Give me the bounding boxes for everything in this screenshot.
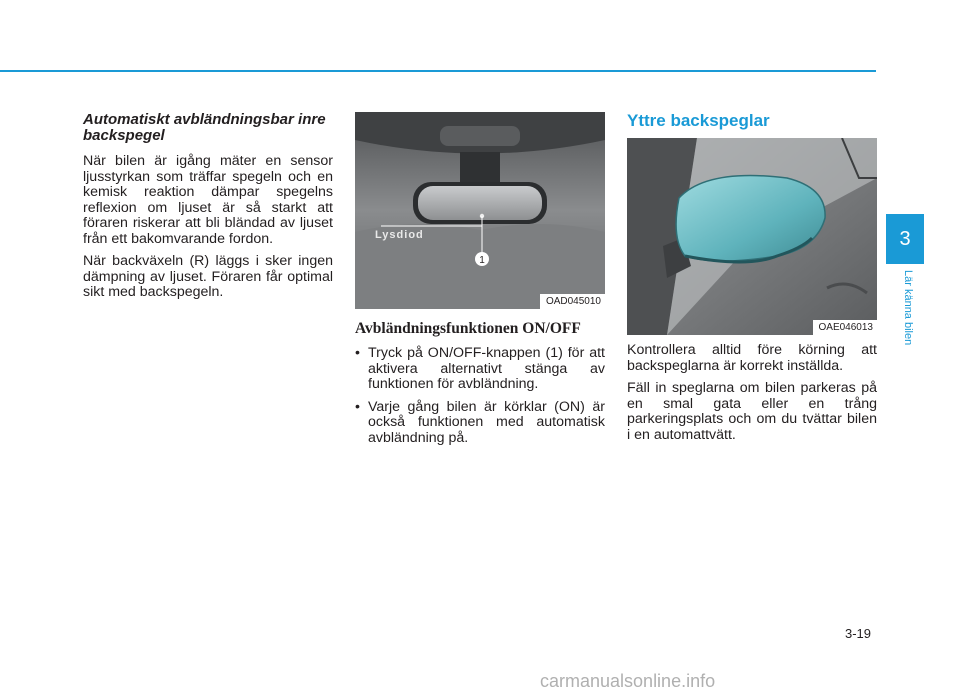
subheading: Automatiskt avbländningsbar inre backspegel xyxy=(83,111,326,144)
rearview-mirror-illustration xyxy=(355,112,605,309)
bullet-icon: • xyxy=(355,398,360,415)
section-title: Yttre backspeglar xyxy=(627,111,770,130)
column-2 xyxy=(355,112,605,453)
callout-number: 1 xyxy=(479,255,485,266)
rearview-mirror-figure xyxy=(355,112,605,309)
chapter-label: Lär känna bilen xyxy=(902,270,914,346)
side-mirror-illustration xyxy=(627,138,877,335)
watermark: carmanualsonline.info xyxy=(540,671,716,691)
paragraph: Fäll in speglarna om bilen parkeras på en smal gata eller en trång parkeringsplats och om du tvättar bilen i en automattvätt. xyxy=(627,380,877,443)
led-label: Lysdiod xyxy=(375,229,424,241)
column-1 xyxy=(83,112,333,308)
figure-code: OAD045010 xyxy=(540,294,605,309)
paragraph: När backväxeln (R) läggs i sker ingen dämpning av ljuset. Föraren får optimal sikt med backspegeln. xyxy=(83,253,333,300)
header-rule xyxy=(0,70,876,72)
paragraph: Kontrollera alltid före körning att backspeglarna är korrekt inställda. xyxy=(627,342,877,374)
bullet-icon: • xyxy=(355,345,360,361)
list-item-text: Varje gång bilen är körklar (ON) är också funktionen med automatisk avbländning på. xyxy=(368,398,605,446)
side-mirror-figure xyxy=(627,138,877,335)
list-item xyxy=(355,400,605,447)
list-item xyxy=(355,346,605,393)
bullet-list xyxy=(355,346,605,446)
list-item-text: Tryck på ON/OFF-knappen (1) för att aktivera alternativt stänga av funktionen för avbländning. xyxy=(368,345,605,392)
column-3 xyxy=(627,112,877,450)
paragraph: När bilen är igång mäter en sensor ljusstyrkan som träffar spegeln och en kemisk reaktion dämpar spegelns reflexion om ljuset är så starkt att föraren riskerar att bli bländad av ljuset från ett bakomvarande fordon. xyxy=(83,153,333,247)
page-number: 3-19 xyxy=(845,626,872,641)
chapter-tab: 3 xyxy=(886,214,924,264)
figure-code: OAE046013 xyxy=(813,320,878,335)
section-heading: Avbländningsfunktionen ON/OFF xyxy=(355,320,581,337)
